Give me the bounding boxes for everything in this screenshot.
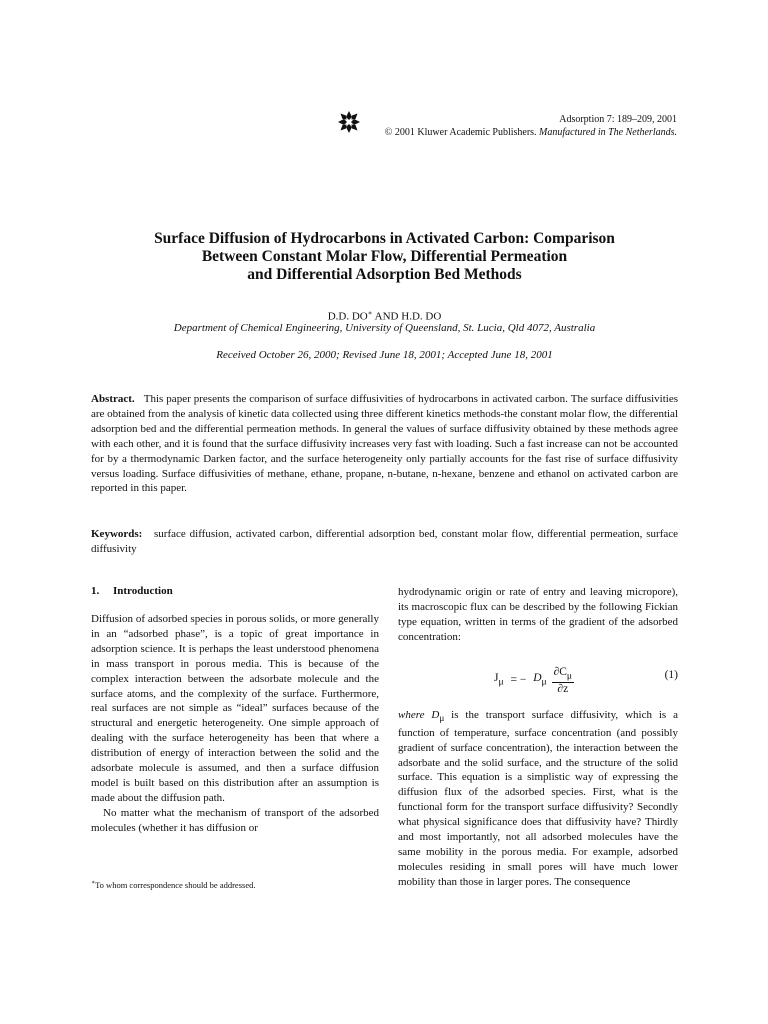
affiliation: Department of Chemical Engineering, University of Queensland, St. Lucia, Qld 4072, Australia: [173, 322, 596, 334]
title-line: and Differential Adsorption Bed Methods: [247, 266, 522, 283]
equation-coefficient: $D_\mu$: [533, 672, 547, 688]
equation-number: (1): [664, 668, 678, 681]
footnote: [91, 878, 379, 891]
copyright-symbol: ©: [384, 127, 393, 138]
journal-info: [385, 113, 677, 139]
footnote-text: To whom correspondence should be addressed.: [95, 879, 256, 890]
abstract-label: Abstract.: [91, 393, 135, 405]
keywords-label: Keywords:: [91, 528, 143, 540]
equation-fraction: [552, 666, 575, 696]
equation-body: [494, 666, 574, 696]
section-heading: [91, 584, 379, 599]
author-mark: ∗: [367, 309, 373, 317]
equation-lhs: $J_\mu$: [494, 672, 504, 688]
publisher-logo-icon: [337, 110, 361, 134]
equation-denominator: ∂z: [557, 682, 569, 695]
body-paragraph: where $D_\mu$ is the transport surface diffusivity, which is a function of temperature, surface concentration (and possibly gradient of surface concentration), the interaction between the adsorbate and the solid surface, and the structure of the solid surface. This equation is a simplistic way of expressing the diffusion flux of the adsorbed species. First, what is the functional form for the transport surface diffusivity? Secondly what physical significance does that diffusivity have? Thirdly and most importantly, not all adsorbed molecules have the same mobility in the porous media. For example, adsorbed molecules residing in small pores will have much lower mobility than those in larger pores. The consequence: [398, 708, 678, 888]
journal-header: [337, 108, 677, 142]
paper-title: [91, 230, 678, 284]
publisher-line: [385, 126, 677, 139]
author-first: D.D. DO: [327, 310, 368, 323]
intro-paragraph: Diffusion of adsorbed species in porous solids, or more generally in an “adsorbed phase”, is a topic of great importance in adsorption science. It is perhaps the least understood phenomena in mass transport in porous media. This is because of the complex interaction between the adsorbate molecule and the surface atoms, and the complexity of the surface. Furthermore, real surfaces are not simple as “ideal” surfaces because of the structural and energetic heterogeneity. One simple approach of dealing with the surface heterogeneity has been that where a distribution of energy of interaction between the solid and the adsorbate molecule is assumed, and then a surface diffusion model is built based on this distribution after an assumption is made about the diffusion path.: [91, 613, 379, 804]
intro-paragraph: No matter what the mechanism of transport of the adsorbed molecules (whether it has diffusion or: [91, 806, 379, 834]
manufactured-note: Manufactured in The Netherlands.: [539, 127, 677, 138]
body-paragraph: hydrodynamic origin or rate of entry and leaving micropore), its macroscopic flux can be described by the following Fickian type equation, written in terms of the gradient of the adsorbed concentration:: [398, 586, 678, 643]
equation-equals: = −: [510, 674, 527, 687]
publisher-name: 2001 Kluwer Academic Publishers.: [394, 127, 537, 138]
keywords: [91, 527, 678, 557]
author-second: AND H.D. DO: [374, 310, 442, 323]
keywords-text: surface diffusion, activated carbon, differential adsorption bed, constant molar flow, differential permeation, surface diffusivity: [91, 528, 679, 555]
abstract-text: This paper presents the comparison of surface diffusivities of hydrocarbons in activated carbon. The surface diffusivities are obtained from the analysis of kinetic data collected using three different kinetics methods-the constant molar flow, the differential adsorption bed and the differential permeation methods. In general the values of surface diffusivity obtained by these methods agree with each other, and it is found that the surface diffusivity increases very fast with loading. Such a fast increase can not be accounted for by a thermodynamic Darken factor, and the surface heterogeneity only partially accounts for the fast rise of surface diffusivity versus loading. Surface diffusivities of methane, ethane, propane, n-butane, n-hexane, benzene and ethanol on activated carbon are reported in this paper.: [91, 393, 678, 495]
section-number: 1.: [91, 585, 100, 597]
abstract: [91, 392, 678, 496]
title-line: Between Constant Molar Flow, Differential Permeation: [201, 248, 568, 265]
section-title: Introduction: [113, 585, 173, 597]
equation-1: [398, 656, 678, 696]
publication-dates: Received October 26, 2000; Revised June 18, 2001; Accepted June 18, 2001: [216, 349, 553, 361]
footnote-mark: ∗: [91, 880, 96, 886]
left-column: [91, 584, 379, 836]
title-line: Surface Diffusion of Hydrocarbons in Activated Carbon: Comparison: [154, 230, 615, 247]
equation-numerator: $\partial C_\mu$: [553, 665, 573, 681]
journal-citation: Adsorption 7: 189–209, 2001: [559, 114, 677, 125]
right-column: [398, 585, 678, 890]
